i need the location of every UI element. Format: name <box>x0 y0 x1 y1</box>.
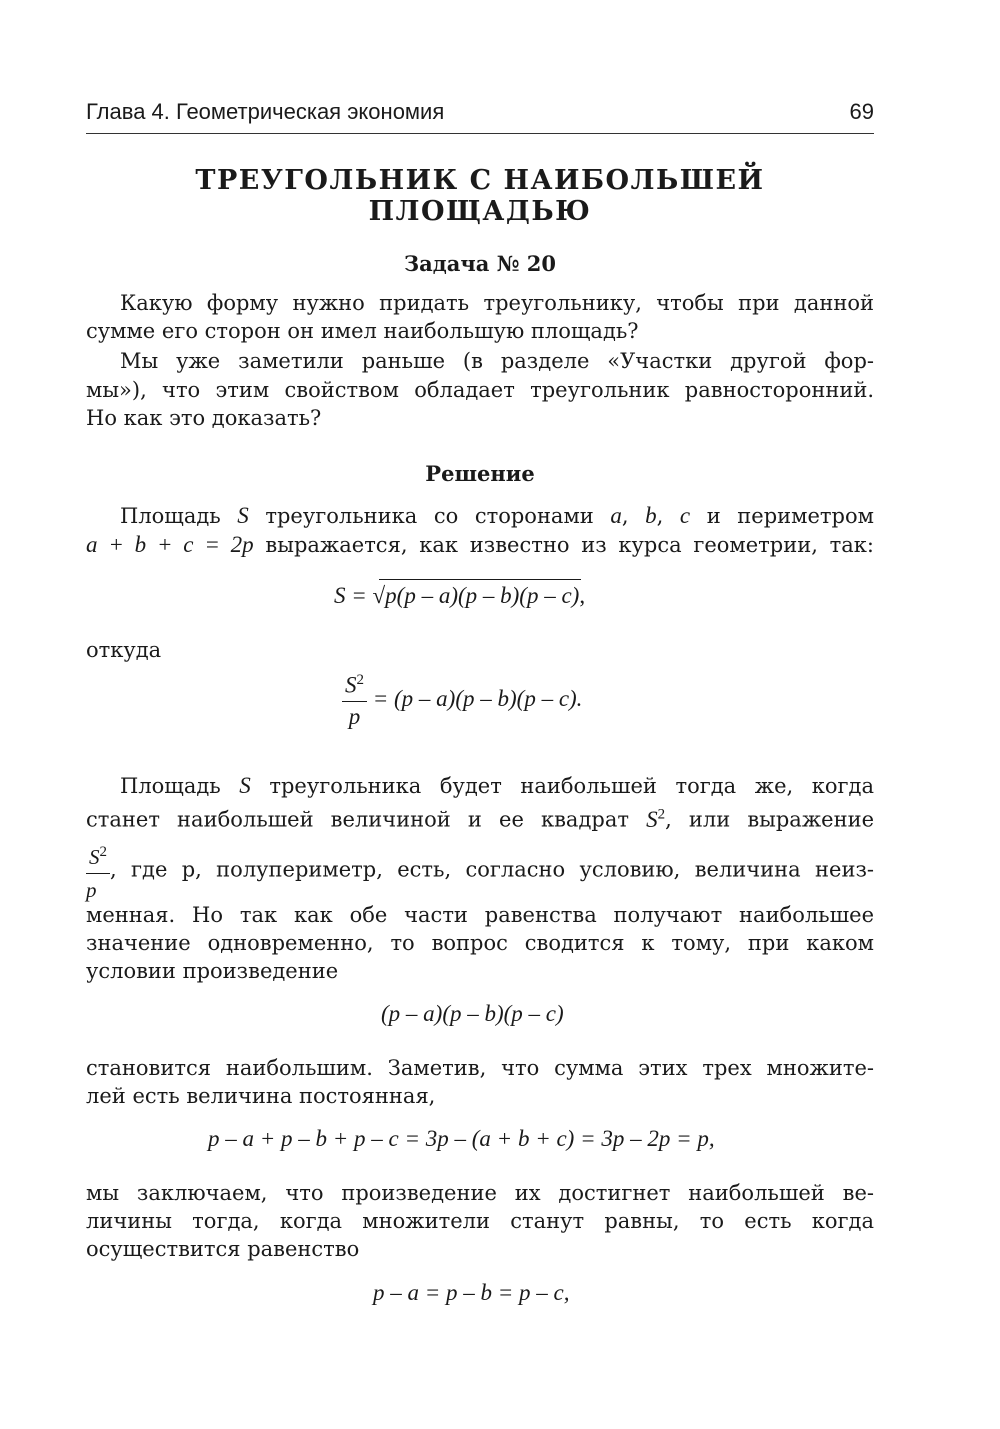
problem-paragraph-2-line-2: мы»), что этим свойством обладает треугольник равносторонний. <box>86 378 874 402</box>
radical-bar <box>379 579 582 580</box>
problem-paragraph-2-line-1: Мы уже заметили раньше (в разделе «Участки другой фор- <box>120 349 874 373</box>
solution-intro-line-1: Площадь S треугольника со сторонами a, b, c и периметром <box>120 503 874 528</box>
equality-formula: p – a = p – b = p – c, <box>373 1280 570 1305</box>
heron-formula: S = √p(p – a)(p – b)(p – c) , <box>334 583 585 609</box>
problem-paragraph-2-line-3: Но как это доказать? <box>86 406 322 430</box>
fraction-s2-over-p: $\frac{S^2}{p}$ <box>342 672 367 730</box>
inline-fraction-s2-over-p: $\frac{S^2}{p}$ <box>86 838 110 904</box>
paragraph-5-line-2: личины тогда, когда множители станут равны, то есть когда <box>86 1209 874 1233</box>
product-formula: (p – a)(p – b)(p – c) <box>381 1001 564 1026</box>
paragraph-3-line-5: значение одновременно, то вопрос сводится к тому, при каком <box>86 931 874 955</box>
chapter-label: Глава 4. Геометрическая экономия <box>86 99 445 124</box>
paragraph-3-line-1: Площадь S треугольника будет наибольшей тогда же, когда <box>120 773 874 798</box>
paragraph-3-line-6: условии произведение <box>86 959 339 983</box>
paragraph-4-line-2: лей есть величина постоянная, <box>86 1084 436 1108</box>
paragraph-5-line-3: осуществится равенство <box>86 1237 360 1261</box>
problem-paragraph-1-line-1: Какую форму нужно придать треугольнику, чтобы при данной <box>120 291 874 315</box>
page-number: 69 <box>849 99 874 124</box>
squared-area-formula: $\frac{S^2}{p}$ = (p – a)(p – b)(p – c). <box>342 672 582 730</box>
problem-paragraph-1-line-2: сумме его сторон он имел наибольшую площадь? <box>86 319 639 343</box>
paragraph-4-line-1: становится наибольшим. Заметив, что сумма этих трех множите- <box>86 1056 874 1080</box>
paragraph-3-line-3: $\frac{S^2}{p}$ , где p, полупериметр, есть, согласно условию, величина неиз- <box>86 838 874 904</box>
square-root: √p(p – a)(p – b)(p – c) <box>373 583 580 609</box>
solution-intro-line-2: a + b + c = 2p выражается, как известно из курса геометрии, так: <box>86 532 874 557</box>
solution-heading: Решение <box>425 461 535 486</box>
running-header <box>86 99 874 134</box>
paragraph-5-line-1: мы заключаем, что произведение их достигнет наибольшей ве- <box>86 1181 874 1205</box>
word-otkuda: откуда <box>86 638 162 662</box>
paragraph-3-line-2: станет наибольшей величиной и ее квадрат $S^2$, или выражение <box>86 806 874 832</box>
paragraph-3-line-4: менная. Но так как обе части равенства получают наибольшее <box>86 903 874 927</box>
perimeter-formula: a + b + c = 2p <box>86 532 254 557</box>
sum-formula: p – a + p – b + p – c = 3p – (a + b + c) = 3p – 2p = p, <box>208 1126 715 1151</box>
problem-heading: Задача № 20 <box>403 251 556 276</box>
section-title: ТРЕУГОЛЬНИК С НАИБОЛЬШЕЙ ПЛОЩАДЬЮ <box>195 165 765 227</box>
